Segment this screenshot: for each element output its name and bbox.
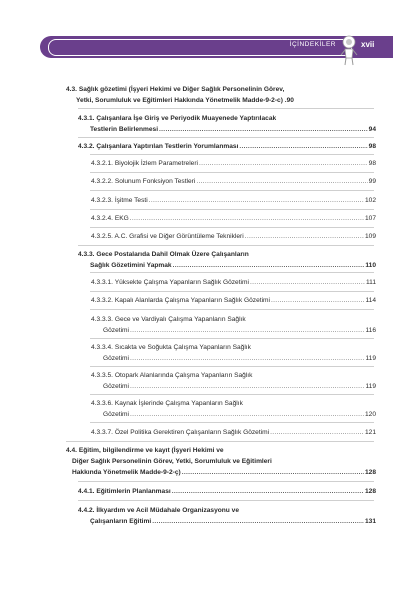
header-title: İÇİNDEKİLER (289, 41, 336, 48)
toc-entry-line: 4.4.1. Eğitimlerin Planlanması (78, 488, 171, 495)
toc-entry-line: 4.3.2.4. EKG (91, 215, 129, 222)
leader-dots (159, 124, 368, 135)
toc-entry-4-3-3-6[interactable] (91, 398, 376, 420)
toc-page-number: 128 (364, 488, 376, 495)
divider (66, 441, 374, 442)
toc-page-number: 109 (364, 233, 376, 240)
toc-entry-line: Gözetimi (103, 411, 130, 418)
toc-entry-line: 4.3.2. Çalışanlara Yaptırılan Testlerin Yorumlanması (78, 143, 239, 150)
toc-entry-line: 4.3.2.5. A.C. Grafisi ve Diğer Görüntüleme Teknikleri (91, 233, 244, 240)
toc-entry-4-3-3-5[interactable] (91, 370, 376, 392)
divider (90, 209, 374, 210)
toc-page-number: 121 (364, 429, 376, 436)
toc-page-number: 131 (364, 518, 376, 525)
toc-entry-4-4[interactable] (66, 445, 376, 478)
toc-page-number: 111 (365, 279, 376, 286)
divider (78, 245, 374, 246)
leader-dots (130, 409, 364, 420)
leader-dots (250, 277, 365, 288)
divider (90, 309, 374, 310)
toc-entry-4-3-2-5[interactable] (91, 231, 376, 242)
divider (78, 137, 374, 138)
toc-page-number: 98 (368, 160, 376, 167)
toc-entry-4-3-2-4[interactable] (91, 213, 376, 224)
toc-entry-line: Testlerin Belirlenmesi (90, 126, 159, 133)
toc-page-number: 114 (365, 297, 376, 304)
toc-entry-4-3-3-3[interactable] (91, 314, 376, 336)
divider (90, 422, 374, 423)
leader-dots (270, 427, 364, 438)
toc-page-number: 98 (368, 143, 376, 150)
leader-dots (182, 467, 364, 478)
divider (90, 227, 374, 228)
leader-dots (239, 141, 367, 152)
toc-entry-line: 4.4. Eğitim, bilgilendirme ve kayıt (İşyeri Hekimi ve (66, 447, 224, 454)
toc-entry-line: 4.3.3.5. Otopark Alanlarında Çalışma Yapanların Sağlık (91, 372, 253, 379)
toc-entry-4-3-2-3[interactable] (91, 195, 376, 206)
toc-entry-line: 4.3.3.6. Kaynak İşlerinde Çalışma Yapanların Sağlık (91, 400, 243, 407)
leader-dots (149, 195, 364, 206)
toc-entry-line: Çalışanların Eğitimi (90, 518, 152, 525)
toc-page-number: 107 (364, 215, 376, 222)
leader-dots (199, 158, 368, 169)
toc-entry-line: 4.3. Sağlık gözetimi (İşyeri Hekimi ve Diğer Sağlık Personelinin Görev, (66, 86, 285, 93)
toc-entry-line: 4.3.3.1. Yüksekte Çalışma Yapanların Sağlık Gözetimi (91, 279, 249, 286)
toc-entry-4-3-3-4[interactable] (91, 342, 376, 364)
leader-dots (196, 176, 367, 187)
toc-entry-line: 4.3.2.2. Solunum Fonksiyon Testleri (91, 178, 196, 185)
toc-entry-line: Gözetimi (103, 327, 130, 334)
toc-page-number: 102 (364, 197, 376, 204)
toc-entry-4-3-3-1[interactable] (91, 277, 376, 288)
leader-dots (130, 213, 364, 224)
toc-page-number: 119 (365, 383, 376, 390)
leader-dots (173, 260, 365, 271)
toc-entry-line: Sağlık Gözetimini Yapmak (90, 262, 172, 269)
toc-entry-4-3-3-7[interactable] (91, 427, 376, 438)
leader-dots (172, 486, 364, 497)
divider (78, 108, 374, 109)
divider (90, 190, 374, 191)
toc-entry-4-3-3-2[interactable] (91, 295, 376, 306)
toc-entry-line: 4.3.3.7. Özel Politika Gerektiren Çalışanların Sağlık Gözetimi (91, 429, 270, 436)
toc-page-number: 119 (365, 355, 376, 362)
divider (90, 338, 374, 339)
toc-entry-line: 4.3.3. Gece Postalarıda Dahil Olmak Üzere Çalışanların (78, 251, 249, 258)
toc-entry-line: Gözetimi (103, 355, 130, 362)
toc-entry-line: Diğer Sağlık Personelinin Görev, Yetki, Sorumluluk ve Eğitimleri (72, 458, 272, 465)
leader-dots (130, 353, 364, 364)
divider (90, 154, 374, 155)
toc-entry-line: 4.4.2. İlkyardım ve Acil Müdahale Organizasyonu ve (78, 507, 239, 514)
toc-entry-line: Gözetimi (103, 383, 130, 390)
toc-page-number: 128 (364, 469, 376, 476)
toc-page-number: 120 (364, 411, 376, 418)
toc-entry-4-3[interactable] (66, 84, 376, 106)
toc-entry-4-4-1[interactable] (78, 486, 376, 497)
leader-dots (271, 295, 364, 306)
toc-entry-line: 4.3.2.1. Biyolojik İzlem Parametreleri (91, 160, 199, 167)
toc-entry-line: Yetki, Sorumluluk ve Eğitimleri Hakkında Yönetmelik Madde-9-2-c) .90 (76, 97, 294, 104)
divider (90, 291, 374, 292)
leader-dots (130, 325, 364, 336)
toc-entry-4-3-2[interactable] (78, 141, 376, 152)
toc-entry-line: 4.3.3.2. Kapalı Alanlarda Çalışma Yapanların Sağlık Gözetimi (91, 297, 270, 304)
toc-entry-4-4-2[interactable] (78, 505, 376, 527)
toc-entry-line: Hakkında Yönetmelik Madde-9-2-ç) (72, 469, 181, 476)
divider (90, 172, 374, 173)
toc-entry-4-3-2-2[interactable] (91, 176, 376, 187)
toc-entry-4-3-1[interactable] (78, 113, 376, 135)
divider (90, 272, 374, 273)
leader-dots (245, 231, 364, 242)
toc-page-number: 116 (365, 327, 376, 334)
toc-entry-line: 4.3.3.4. Sıcakta ve Soğukta Çalışma Yapanların Sağlık (91, 344, 251, 351)
toc-entry-line: 4.3.3.3. Gece ve Vardiyalı Çalışma Yapanların Sağlık (91, 316, 246, 323)
toc-page-number: 99 (368, 178, 376, 185)
header-page-number: xvii (361, 40, 375, 49)
divider (90, 394, 374, 395)
leader-dots (152, 516, 364, 527)
toc-entry-4-3-2-1[interactable] (91, 158, 376, 169)
divider (90, 366, 374, 367)
toc-entry-4-3-3[interactable] (78, 249, 376, 271)
toc-page-number: 94 (368, 126, 376, 133)
toc-entry-line: 4.3.1. Çalışanlara İşe Giriş ve Periyodik Muayenede Yaptırılacak (78, 115, 277, 122)
toc-page-number: 110 (365, 262, 376, 269)
divider (78, 481, 374, 482)
leader-dots (130, 381, 364, 392)
toc-entry-line: 4.3.2.3. İşitme Testi (91, 197, 148, 204)
divider (78, 500, 374, 501)
